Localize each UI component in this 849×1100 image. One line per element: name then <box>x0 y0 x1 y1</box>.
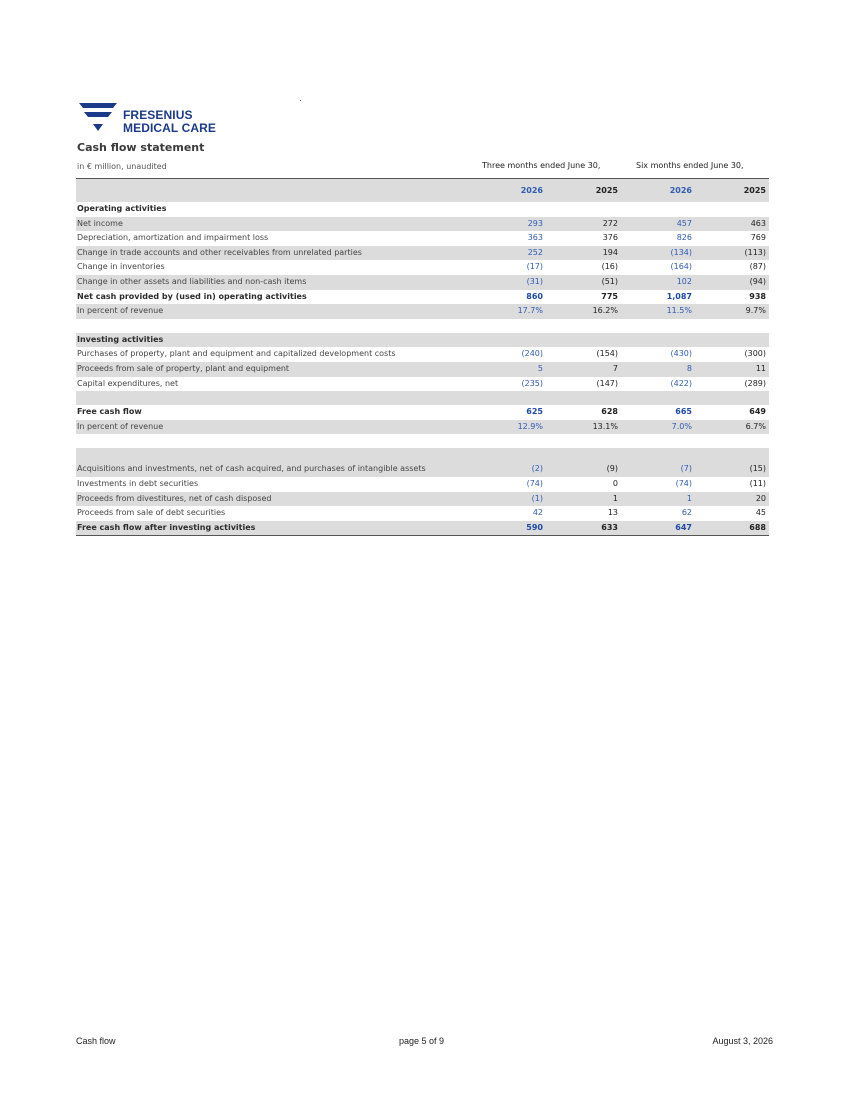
value-q-2026: (1) <box>531 493 543 503</box>
value-q-2026: (235) <box>521 378 543 388</box>
footer-date: August 3, 2026 <box>712 1036 773 1046</box>
value-h-2025: (289) <box>744 378 766 388</box>
row-label: Net cash provided by (used in) operating activities <box>77 291 307 301</box>
table-spacer-row <box>76 391 769 405</box>
footer-page-number: page 5 of 9 <box>399 1036 445 1046</box>
value-h-2025: (113) <box>744 247 766 257</box>
period-six-months: Six months ended June 30, <box>636 161 744 170</box>
value-h-2026: 11.5% <box>666 306 692 316</box>
value-h-2025: 45 <box>755 508 766 518</box>
value-h-2025: 463 <box>750 218 766 228</box>
table-row <box>76 462 769 477</box>
table-row <box>76 362 769 377</box>
row-label: Acquisitions and investments, net of cash acquired, and purchases of intangible assets <box>77 464 426 474</box>
value-h-2026: (74) <box>675 478 692 488</box>
value-h-2025: (15) <box>749 464 766 474</box>
footer-section-name: Cash flow <box>76 1036 116 1046</box>
table-row <box>76 217 769 232</box>
value-h-2025: (11) <box>749 478 766 488</box>
logo-wordmark <box>123 109 216 135</box>
value-h-2026: (7) <box>680 464 692 474</box>
row-label: Investments in debt securities <box>77 478 199 488</box>
stray-dot <box>300 100 301 101</box>
row-label: Change in trade accounts and other receivables from unrelated parties <box>77 247 362 257</box>
value-h-2025: (94) <box>749 276 766 286</box>
value-q-2025: (147) <box>596 378 618 388</box>
value-h-2026: 665 <box>675 407 692 417</box>
value-q-2026: 42 <box>532 508 543 518</box>
table-row <box>76 506 769 521</box>
row-label: Change in inventories <box>77 262 165 272</box>
value-q-2026: 860 <box>526 291 543 301</box>
table-spacer-row <box>76 319 769 333</box>
table-row <box>76 333 769 348</box>
value-q-2025: 16.2% <box>592 306 618 316</box>
row-label: In percent of revenue <box>77 421 164 431</box>
value-h-2026: 7.0% <box>671 421 692 431</box>
value-q-2025: 0 <box>612 478 618 488</box>
value-q-2026: (2) <box>531 464 543 474</box>
value-h-2026: 826 <box>676 233 692 243</box>
value-h-2026: 102 <box>676 276 692 286</box>
value-q-2026: (17) <box>526 262 543 272</box>
value-q-2025: 775 <box>601 291 618 301</box>
table-row <box>76 246 769 261</box>
value-h-2025: 649 <box>749 407 766 417</box>
table-spacer-row <box>76 448 769 462</box>
table-row <box>76 521 769 536</box>
value-q-2025: 13 <box>607 508 618 518</box>
fresenius-chevron-logo-icon <box>79 103 119 135</box>
row-label: Free cash flow after investing activities <box>77 522 256 532</box>
table-row <box>76 260 769 275</box>
value-q-2026: 17.7% <box>517 306 543 316</box>
row-label: Free cash flow <box>77 407 142 417</box>
value-q-2026: 252 <box>527 247 543 257</box>
table-row <box>76 377 769 392</box>
value-q-2025: 633 <box>601 522 618 532</box>
value-h-2026: (134) <box>670 247 692 257</box>
value-h-2026: 1,087 <box>666 291 692 301</box>
logo-line-1: FRESENIUS <box>123 108 193 122</box>
value-q-2025: (154) <box>596 349 618 359</box>
table-row <box>76 477 769 492</box>
unit-note: in € million, unaudited <box>77 162 167 171</box>
row-label: Operating activities <box>77 204 167 213</box>
table-row <box>76 202 769 217</box>
value-h-2026: 1 <box>686 493 692 503</box>
cash-flow-table <box>76 178 769 536</box>
value-q-2026: 293 <box>527 218 543 228</box>
value-h-2026: 62 <box>681 508 692 518</box>
value-h-2026: (430) <box>670 349 692 359</box>
header-q-2026: 2026 <box>520 186 543 195</box>
table-row <box>76 347 769 362</box>
value-q-2026: (31) <box>526 276 543 286</box>
value-q-2025: (16) <box>601 262 618 272</box>
value-q-2025: 1 <box>612 493 618 503</box>
value-h-2025: 20 <box>755 493 766 503</box>
value-h-2025: 769 <box>750 233 766 243</box>
header-h-2025: 2025 <box>743 186 766 195</box>
value-q-2026: 5 <box>537 363 543 373</box>
value-q-2026: 625 <box>526 407 543 417</box>
value-h-2025: (300) <box>744 349 766 359</box>
period-three-months: Three months ended June 30, <box>482 161 601 170</box>
header-h-2026: 2026 <box>669 186 692 195</box>
row-label: Proceeds from sale of property, plant and equipment <box>77 363 290 373</box>
row-label: Purchases of property, plant and equipment and capitalized development costs <box>77 349 396 359</box>
value-h-2026: 8 <box>686 363 692 373</box>
value-q-2025: 376 <box>602 233 618 243</box>
table-header-row <box>76 179 769 202</box>
row-label: Investing activities <box>77 334 164 344</box>
company-logo <box>79 103 239 137</box>
value-q-2025: 7 <box>612 363 618 373</box>
value-q-2025: 272 <box>602 218 618 228</box>
header-q-2025: 2025 <box>595 186 618 195</box>
table-row <box>76 405 769 420</box>
value-q-2026: 12.9% <box>517 421 543 431</box>
value-q-2025: 194 <box>602 247 618 257</box>
table-row <box>76 304 769 319</box>
value-h-2025: 11 <box>755 363 766 373</box>
table-row <box>76 275 769 290</box>
page-title: Cash flow statement <box>77 141 205 154</box>
row-label: Depreciation, amortization and impairment loss <box>77 233 269 243</box>
row-label: Proceeds from sale of debt securities <box>77 508 226 518</box>
logo-line-2: MEDICAL CARE <box>123 121 216 135</box>
table-row <box>76 231 769 246</box>
value-h-2026: 457 <box>676 218 692 228</box>
value-q-2026: (240) <box>521 349 543 359</box>
value-h-2026: 647 <box>675 522 692 532</box>
value-q-2026: (74) <box>526 478 543 488</box>
row-label: Net income <box>77 218 123 228</box>
value-q-2025: 13.1% <box>592 421 618 431</box>
value-q-2026: 590 <box>526 522 543 532</box>
value-q-2025: (9) <box>606 464 618 474</box>
table-row <box>76 290 769 305</box>
value-h-2025: 938 <box>749 291 766 301</box>
value-h-2025: 688 <box>749 522 766 532</box>
value-h-2025: 6.7% <box>745 421 766 431</box>
table-row <box>76 492 769 507</box>
value-q-2026: 363 <box>527 233 543 243</box>
value-h-2025: 9.7% <box>745 306 766 316</box>
row-label: In percent of revenue <box>77 306 164 316</box>
row-label: Capital expenditures, net <box>77 378 179 388</box>
row-label: Change in other assets and liabilities and non-cash items <box>77 276 307 286</box>
value-q-2025: (51) <box>601 276 618 286</box>
value-h-2025: (87) <box>749 262 766 272</box>
table-spacer-row <box>76 434 769 448</box>
value-h-2026: (422) <box>670 378 692 388</box>
row-label: Proceeds from divestitures, net of cash disposed <box>77 493 272 503</box>
value-q-2025: 628 <box>601 407 618 417</box>
table-row <box>76 420 769 435</box>
value-h-2026: (164) <box>670 262 692 272</box>
